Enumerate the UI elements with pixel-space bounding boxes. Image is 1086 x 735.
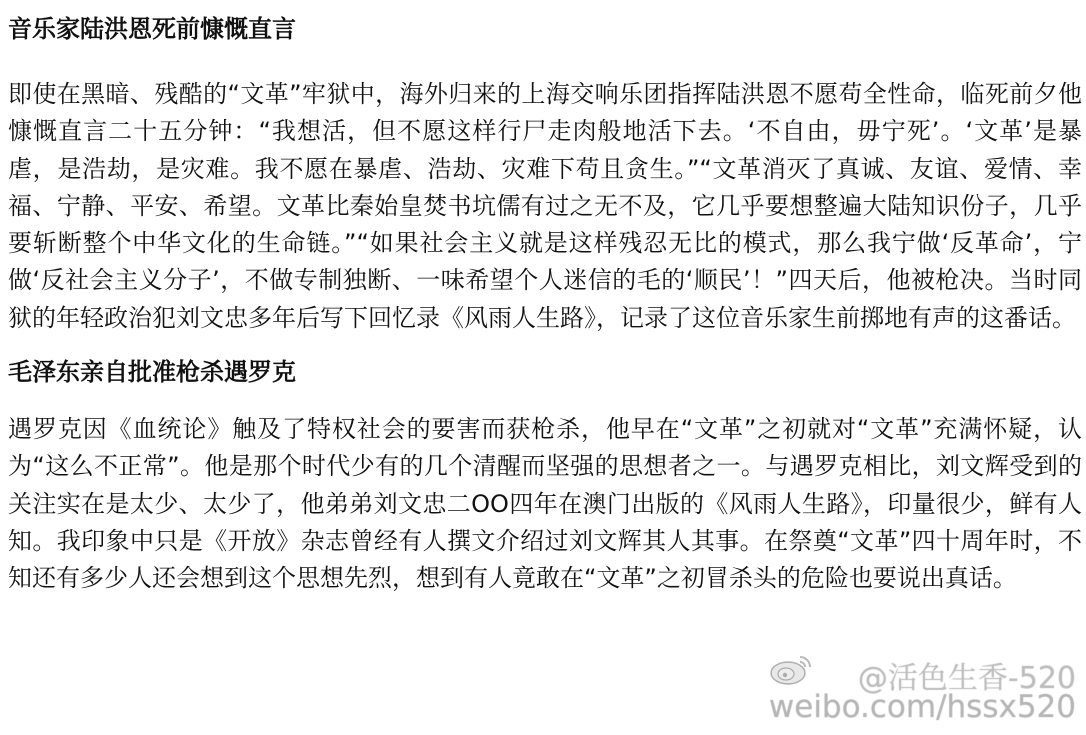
watermark-handle: @活色生香-520 (857, 661, 1076, 696)
article (8, 0, 1082, 598)
watermark-url: weibo.com/hssx520 (768, 689, 1076, 725)
weibo-watermark (768, 649, 1078, 729)
section-heading: 毛泽东亲自批准枪杀遇罗克 (8, 358, 296, 387)
weibo-logo-icon (768, 651, 814, 687)
section-heading: 音乐家陆洪恩死前慷慨直言 (8, 15, 296, 43)
section-paragraph: 遇罗克因《血统论》触及了特权社会的要害而获枪杀，他早在“文革”之初就对“文革”充满怀疑，认为“这么不正常”。他是那个时代少有的几个清醒而坚强的思想者之一。与遇罗克相比，刘文辉受到的关注实在是太少、太少了，他弟弟刘文忠二OO四年在澳门出版的《风雨人生路》，印量很少，鲜有人知。我印象中只是《开放》杂志曾经有人撰文介绍过刘文辉其人其事。在祭奠“文革”四十周年时，不知还有多少人还会想到这个思想先烈，想到有人竟敢在“文革”之初冒杀头的危险也要说出真话。 (8, 415, 1082, 593)
section-paragraph: 即使在黑暗、残酷的“文革”牢狱中，海外归来的上海交响乐团指挥陆洪恩不愿苟全性命，临死前夕他慷慨直言二十五分钟：“我想活，但不愿这样行尸走肉般地活下去。‘不自由，毋宁死’。‘文革’是暴虐，是浩劫，是灾难。我不愿在暴虐、浩劫、灾难下苟且贪生。”“文革消灭了真诚、友谊、爱情、幸福、宁静、平安、希望。文革比秦始皇焚书坑儒有过之无不及，它几乎要想整遍大陆知识份子，几乎要斩断整个中华文化的生命链。”“如果社会主义就是这样残忍无比的模式，那么我宁做‘反革命’，宁做‘反社会主义分子’，不做专制独断、一味希望个人迷信的毛的‘顺民’！”四天后，他被枪决。当时同狱的年轻政治犯刘文忠多年后写下回忆录《风雨人生路》，记录了这位音乐家生前掷地有声的这番话。 (8, 80, 1082, 332)
